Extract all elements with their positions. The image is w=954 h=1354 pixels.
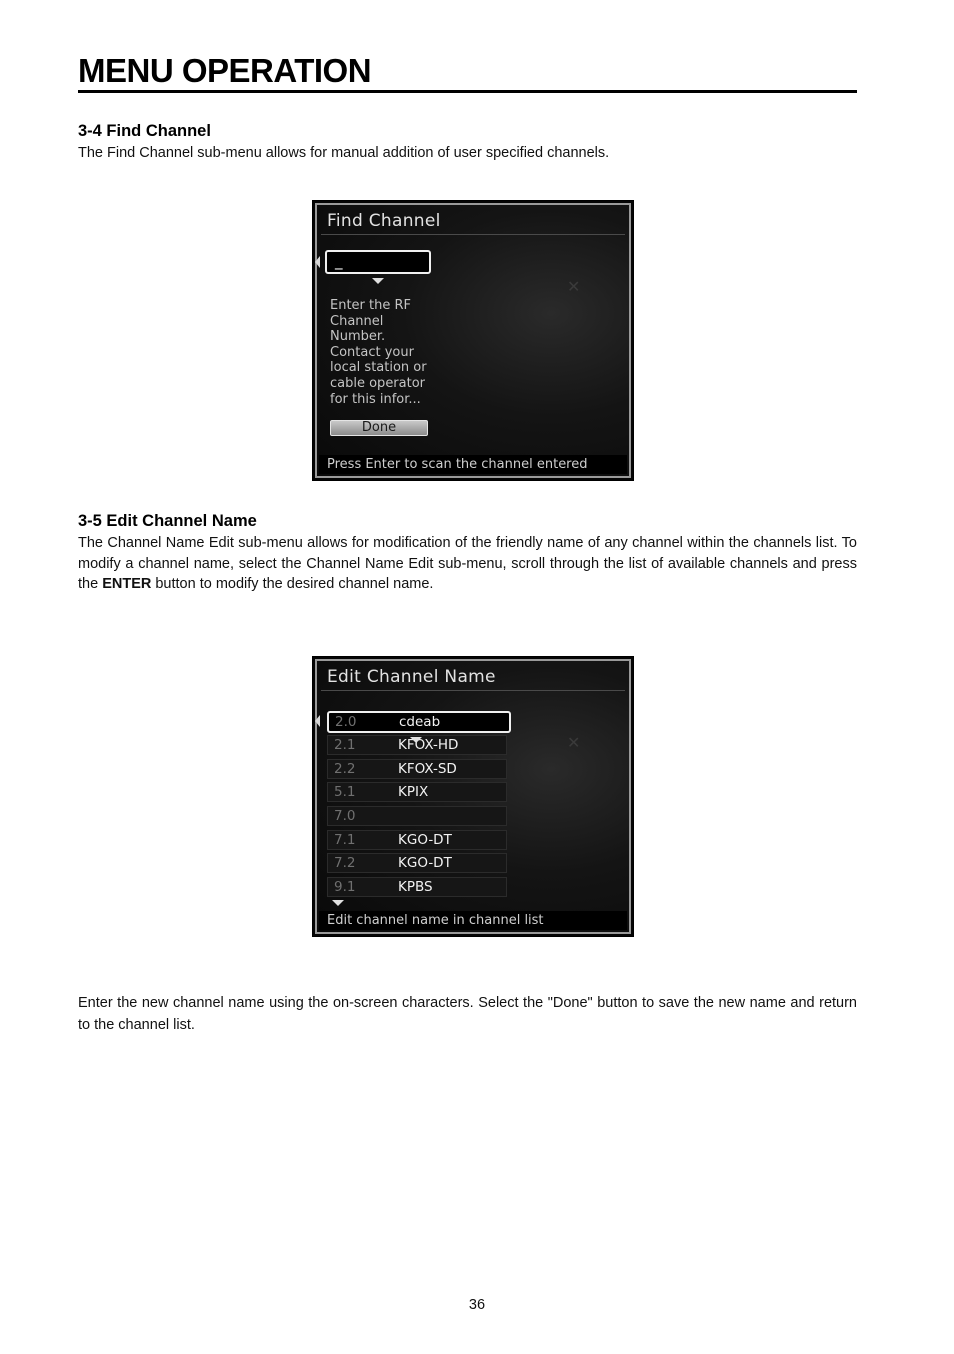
channel-row[interactable]	[327, 853, 507, 873]
channel-name: KPBS	[398, 879, 433, 896]
page-title: MENU OPERATION	[78, 52, 372, 89]
page-number: 36	[468, 1297, 486, 1313]
channel-name: cdeab	[399, 714, 441, 730]
find-channel-description: The Find Channel sub-menu allows for manual addition of user specified channels.	[78, 145, 610, 161]
background-watermark: ✕	[567, 277, 581, 296]
cursor-down-arrow-icon	[410, 737, 422, 743]
channel-number: 2.2	[334, 760, 356, 777]
channel-number: 2.1	[334, 737, 356, 753]
edit-channel-name-screen	[312, 656, 634, 937]
channel-number: 7.2	[334, 855, 356, 872]
left-arrow-icon	[315, 715, 320, 727]
channel-row[interactable]	[327, 711, 511, 733]
channel-number: 9.1	[334, 879, 356, 896]
edit-channel-name-screen-title: Edit Channel Name	[327, 667, 496, 687]
find-channel-status-bar: Press Enter to scan the channel entered	[319, 455, 627, 474]
channel-name: KFOX-HD	[398, 737, 459, 753]
channel-row[interactable]	[327, 830, 507, 850]
edit-channel-name-screen-frame	[315, 659, 631, 934]
channel-name: KGO-DT	[398, 855, 452, 872]
channel-row[interactable]	[327, 806, 507, 826]
title-divider	[321, 690, 625, 691]
title-divider	[321, 234, 625, 235]
channel-name: KGO-DT	[398, 831, 452, 848]
channel-number: 2.0	[335, 714, 357, 730]
title-rule	[78, 90, 857, 93]
find-channel-screen	[312, 200, 634, 481]
channel-name: KPIX	[398, 784, 429, 801]
channel-number: 5.1	[334, 784, 356, 801]
done-button[interactable]: Done	[330, 420, 428, 436]
edit-channel-status-bar: Edit channel name in channel list	[319, 911, 627, 930]
rf-channel-help-text: Enter the RF Channel Number. Contact your local station or cable operator for this infor...	[330, 298, 427, 407]
background-watermark: ✕	[567, 733, 581, 752]
down-arrow-icon	[372, 278, 384, 284]
edit-channel-name-description: The Channel Name Edit sub-menu allows for modification of the friendly name of any channel within the channels list. To modify a channel name, select the Channel Name Edit sub-menu, scroll through the list of available channels and press the ENTER button to modify the desired channel name.	[78, 535, 857, 592]
find-channel-screen-frame	[315, 203, 631, 478]
left-arrow-icon	[315, 256, 320, 268]
scroll-down-arrow-icon[interactable]	[332, 900, 344, 906]
closing-paragraph: Enter the new channel name using the on-screen characters. Select the "Done" button to save the new name and return to the channel list.	[78, 995, 857, 1033]
channel-row[interactable]	[327, 877, 507, 897]
find-channel-screen-title: Find Channel	[327, 211, 441, 231]
channel-name: KFOX-SD	[398, 760, 457, 777]
channel-row[interactable]	[327, 782, 507, 802]
edit-channel-name-heading: 3-5 Edit Channel Name	[78, 512, 257, 530]
find-channel-heading: 3-4 Find Channel	[78, 122, 211, 140]
channel-number: 7.0	[334, 808, 356, 825]
channel-row[interactable]	[327, 759, 507, 779]
rf-channel-input[interactable]: _	[325, 250, 431, 274]
channel-number: 7.1	[334, 831, 356, 848]
